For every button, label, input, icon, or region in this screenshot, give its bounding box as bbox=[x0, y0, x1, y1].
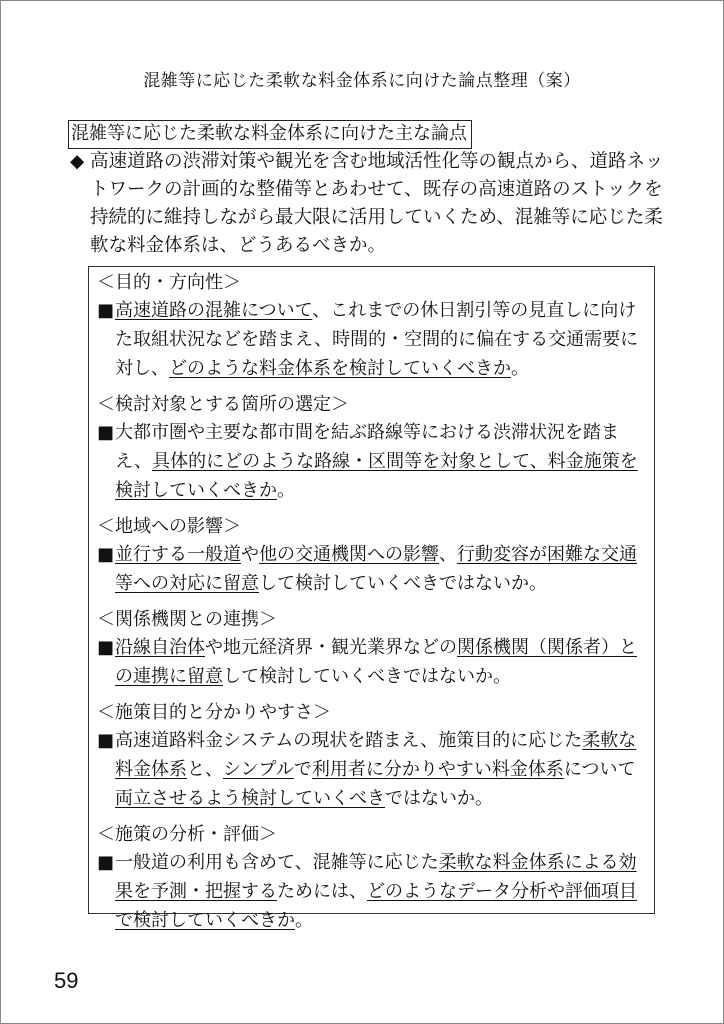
topic-body bbox=[97, 726, 648, 813]
topic-body bbox=[97, 633, 648, 691]
body-text: 一般道の利用も含めて、混雑等に応じた bbox=[115, 852, 439, 873]
body-text: 。 bbox=[277, 480, 295, 501]
topic-heading: ＜施策の分析・評価＞ bbox=[97, 824, 277, 845]
body-text: について bbox=[563, 759, 636, 780]
intro-lead bbox=[70, 148, 670, 260]
topic-heading: ＜目的・方向性＞ bbox=[97, 272, 241, 293]
square-bullet-icon: ■ bbox=[97, 730, 115, 751]
body-text: や地元経済界・観光業界などの bbox=[205, 637, 457, 658]
document-title: 混雑等に応じた柔軟な料金体系に向けた論点整理（案） bbox=[143, 71, 581, 91]
topic-heading: ＜施策目的と分かりやすさ＞ bbox=[97, 702, 331, 723]
intro-paragraph bbox=[70, 148, 670, 260]
square-bullet-icon: ■ bbox=[97, 422, 115, 443]
topic-body bbox=[97, 418, 648, 505]
underlined-text: 柔軟な料金体系による効果を予測・把握する bbox=[115, 852, 637, 902]
square-bullet-icon: ■ bbox=[97, 637, 115, 658]
topic-section bbox=[97, 821, 648, 935]
body-text: して検討していくべきではないか。 bbox=[259, 573, 547, 594]
underlined-text: 利用者に分かりやすい料金体系 bbox=[311, 759, 564, 780]
topics-box bbox=[88, 266, 655, 931]
diamond-bullet-icon: ◆ bbox=[70, 151, 85, 172]
body-text: と、 bbox=[187, 759, 223, 780]
underlined-text: 並行する一般道 bbox=[115, 544, 241, 565]
body-text: 。 bbox=[295, 910, 313, 931]
underlined-text: 関係機関（関係者）との連携に留意 bbox=[115, 637, 637, 687]
topic-section bbox=[97, 606, 648, 691]
body-text: や bbox=[241, 544, 259, 565]
topic-section bbox=[97, 513, 648, 598]
body-text: 、 bbox=[439, 544, 457, 565]
body-text: 高速道路料金システムの現状を踏まえ、施策目的に応じた bbox=[115, 730, 583, 751]
underlined-text: どのような料金体系を検討していくべきか bbox=[169, 358, 511, 379]
topic-section bbox=[97, 391, 648, 505]
topic-heading: ＜検討対象とする箇所の選定＞ bbox=[97, 394, 349, 415]
underlined-text: 他の交通機関への影響 bbox=[259, 544, 439, 565]
topic-body bbox=[97, 540, 648, 598]
body-text: 、これまでの休日割引等の見直しに向けた取組状況などを踏まえ、時間的・空間的に偏在する交通需要に対し、 bbox=[115, 300, 639, 379]
body-text: ためには、 bbox=[277, 881, 367, 902]
body-text: して検討していくべきではないか。 bbox=[223, 666, 511, 687]
body-text: で bbox=[293, 759, 312, 780]
underlined-text: 両立させるよう検討していくべき bbox=[115, 788, 385, 809]
square-bullet-icon: ■ bbox=[97, 544, 115, 565]
intro-text: 高速道路の渋滞対策や観光を含む地域活性化等の観点から、道路ネットワークの計画的な整備等とあわせて、既存の高速道路のストックを持続的に維持しながら最大限に活用していくため、混雑等に応じた柔軟な料金体系は、どうあるべきか。 bbox=[90, 151, 664, 256]
topic-heading: ＜地域への影響＞ bbox=[97, 516, 241, 537]
body-text: ではないか。 bbox=[385, 788, 493, 809]
body-text: 大都市圏や主要な都市間を結ぶ路線等における渋滞状況を踏まえ、 bbox=[115, 422, 619, 472]
topic-section bbox=[97, 699, 648, 813]
underlined-text: シンプル bbox=[223, 759, 294, 780]
underlined-text: 行動変容が困難な交通等への対応に留意 bbox=[115, 544, 637, 594]
topic-body bbox=[97, 296, 648, 383]
underlined-text: 具体的にどのような路線・区間等を対象として、料金施策を検討していくべきか bbox=[115, 451, 638, 501]
topic-section bbox=[97, 269, 648, 383]
underlined-text: どのようなデータ分析や評価項目で検討していくべきか bbox=[115, 881, 637, 931]
underlined-text: 沿線自治体 bbox=[115, 637, 205, 658]
main-issue-heading: 混雑等に応じた柔軟な料金体系に向けた主な論点 bbox=[68, 120, 472, 149]
topic-heading: ＜関係機関との連携＞ bbox=[97, 609, 277, 630]
page-number: 59 bbox=[54, 968, 79, 993]
underlined-text: 柔軟な料金体系 bbox=[115, 730, 637, 780]
square-bullet-icon: ■ bbox=[97, 300, 115, 321]
square-bullet-icon: ■ bbox=[97, 852, 115, 873]
underlined-text: 高速道路の混雑について bbox=[115, 300, 313, 321]
body-text: 。 bbox=[511, 358, 529, 379]
topic-body bbox=[97, 848, 648, 935]
